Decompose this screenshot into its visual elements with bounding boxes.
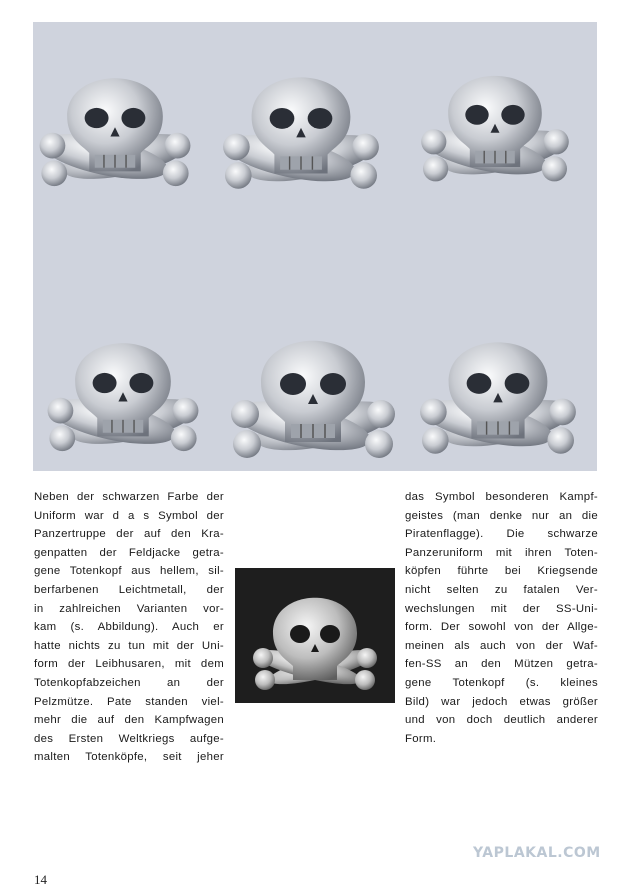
text-line: Panzeruniform mit ihren Toten-: [405, 546, 598, 559]
text-line: form. Der sowohl von der Allge-: [405, 621, 598, 634]
skull-badge: [46, 343, 201, 453]
text-line: in zahlreichen Varianten vor-: [34, 602, 224, 615]
page-number: 14: [34, 872, 47, 887]
text-line: Piratenflagge). Die schwarze: [405, 528, 598, 541]
skull-badge: [229, 341, 397, 460]
text-line: nicht selten zu fatalen Ver-: [405, 583, 598, 596]
text-line: berfarbenen Leichtmetall, der: [34, 583, 224, 596]
text-line: genpatten der Feldjacke getra-: [34, 546, 224, 559]
text-line: Panzertruppe der auf den Kra-: [34, 528, 224, 541]
badges-photo: [33, 22, 597, 471]
text-column-right: [405, 488, 598, 748]
text-line: geistes (man denke nur an die: [405, 509, 598, 522]
text-column-left: [34, 488, 224, 767]
skull-badges-illustration: [33, 22, 597, 471]
text-line: kam (s. Abbildung). Auch er: [34, 621, 224, 634]
text-line: malten Totenköpfe, seit jeher: [34, 751, 224, 764]
text-line: des Ersten Weltkriegs aufge-: [34, 732, 224, 745]
text-line: köpfen führte bei Kriegsende: [405, 565, 598, 578]
text-line: gene Totenkopf aus hellem, sil-: [34, 565, 224, 578]
skull-badge: [419, 76, 570, 183]
small-badge-photo: [235, 568, 395, 703]
skull-badge: [38, 78, 193, 188]
text-line: Neben der schwarzen Farbe der: [34, 491, 224, 503]
watermark: YAPLAKAL.COM: [473, 845, 601, 861]
text-line: Bild) war jedoch etwas größer: [405, 695, 598, 708]
text-line: Totenkopfabzeichen an der: [34, 676, 224, 689]
text-line: Form.: [405, 732, 437, 745]
text-line: das Symbol besonderen Kampf-: [405, 491, 598, 503]
text-line: Pelzmütze. Pate standen viel-: [34, 695, 224, 708]
text-line: meinen als auch von der Waf-: [405, 639, 598, 652]
text-line: und von doch deutlich anderer: [405, 714, 598, 727]
text-line: wechslungen mit der SS-Uni-: [405, 602, 598, 615]
text-line: form der Leibhusaren, mit dem: [34, 658, 224, 671]
skull-badge: [221, 77, 381, 190]
text-line: gene Totenkopf (s. kleines: [405, 676, 598, 689]
text-line: Uniform war d a s Symbol der: [34, 509, 224, 522]
text-line: hatte nichts zu tun mit der Uni-: [34, 639, 224, 652]
ss-skull-illustration: [235, 568, 395, 703]
skull-badge: [418, 342, 578, 455]
text-line: fen-SS an den Mützen getra-: [405, 658, 598, 671]
text-line: mehr die auf den Kampfwagen: [34, 714, 224, 727]
